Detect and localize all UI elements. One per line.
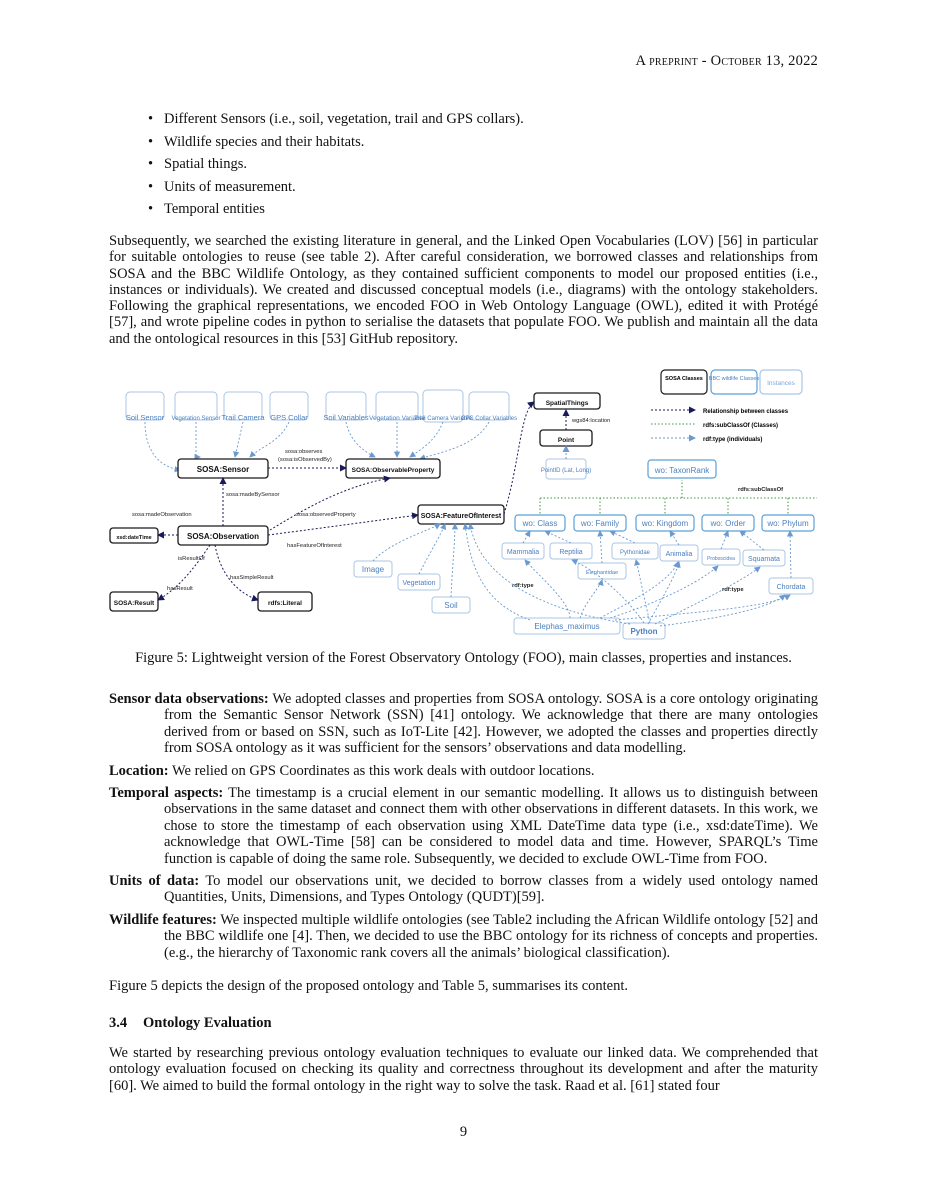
definition-term: Sensor data observations: [109, 691, 269, 707]
wo-kingdom: wo: Kingdom [641, 519, 689, 528]
legend-type-text: rdf:type (individuals) [703, 437, 763, 443]
gps-collar-label: GPS Collar [270, 413, 308, 422]
sosa-observation-class: SOSA:Observation [186, 532, 260, 541]
proboscidea-instance: Proboscidea [707, 556, 735, 562]
definition-item [109, 785, 818, 867]
location-label: wgs84:location [572, 418, 611, 424]
vegetation-sensor-label: Vegetation Sensor [171, 416, 221, 422]
mammalia-instance: Mammalia [506, 549, 540, 556]
madebysensor-label: sosa:madeBySensor [226, 492, 280, 498]
squamata-instance: Squamata [748, 556, 780, 563]
requirements-list [148, 108, 524, 221]
hassimpleresult-arrow [215, 545, 258, 600]
figure-caption: Figure 5: Lightweight version of the Forest Observatory Ontology (FOO), main classes, properties and instances. [135, 650, 792, 666]
paragraph-figure-summary: Figure 5 depicts the design of the proposed ontology and Table 5, summarises its content. [109, 978, 629, 994]
foo-ontology-diagram [100, 362, 820, 646]
observedproperty-arrow [270, 478, 390, 530]
trail-camera-label: Trail Camera [221, 413, 265, 422]
gps-collar-variables-label: GPS Collar Variables [460, 416, 518, 422]
isobservedby-label: (sosa:isObservedBy) [278, 457, 332, 463]
definition-item [109, 691, 818, 757]
soil-sensor-label: Soil Sensor [125, 413, 165, 422]
section-number: 3.4 [109, 1015, 128, 1031]
spatialthings-class: SpatialThings [545, 400, 589, 407]
definition-text: The timestamp is a crucial element in our semantic modelling. It allows us to distinguish between observations in the same dataset and connect them with other observations in different datasets. In this work, we chose to store the timestamp of each observation using XML DateTime data type (i.e., xsd:dateTime). We acknowledge that OWL-Time [58] can be considered to model data and time. However, SPARQL’s Time function is capable of doing the same role. Subsequently, we decided to exclude OWL-Time from FOO. [164, 785, 818, 867]
hassimpleresult-label: hasSimpleResult [230, 575, 274, 581]
hasresult-label: hasResult [167, 586, 193, 592]
definition-text: We inspected multiple wildlife ontologies (see Table2 including the African Wildlife ontology [52] and the BBC wildlife one [4]. Then, we decided to use the BBC ontology for its richness of concepts and properties. (e.g., the hierarchy of Taxonomic rank covers all the animals’ biological classification). [164, 911, 818, 961]
section-title: Ontology Evaluation [143, 1015, 272, 1031]
sosa-featureofinterest-class: SOSA:FeatureOfInterest [420, 513, 502, 520]
definition-item [109, 912, 818, 961]
elephas-maximus-instance: Elephas_maximus [534, 622, 600, 631]
madeobservation-label: sosa:madeObservation [132, 512, 192, 518]
vegetation-instance: Vegetation [402, 580, 436, 587]
definition-item [109, 763, 818, 779]
definition-text: To model our observations unit, we decided to borrow classes from a widely used ontology named Quantities, Units, Dimensions, and Types Ontology (QUDT)[59]. [164, 873, 818, 906]
python-instance: Python [630, 627, 658, 636]
animalia-instance: Animalia [665, 551, 693, 558]
point-class: Point [557, 437, 575, 444]
legend-instances-label: Instances [767, 380, 795, 387]
vegetation-variable-label: Vegetation Variable [369, 415, 425, 422]
running-header: A preprint - October 13, 2022 [635, 53, 818, 69]
pointid-instance: PointID (Lat, Long) [540, 468, 592, 474]
observedproperty-label: sosa:observedProperty [296, 512, 356, 518]
wo-order: wo: Order [710, 519, 746, 528]
isresultof-label: isResultOf [178, 556, 205, 562]
legend-sub-text: rdfs:subClassOf (Classes) [703, 423, 779, 429]
legend-sosa-box [661, 370, 707, 394]
trail-camera-variable-label: Trail Camera Variable [414, 416, 472, 422]
section-heading [109, 1015, 272, 1032]
definition-term: Wildlife features: [109, 911, 217, 928]
chordata-instance: Chordata [776, 584, 806, 591]
definition-term: Units of data: [109, 873, 200, 890]
sosa-observableproperty-class: SOSA:ObservableProperty [351, 467, 435, 474]
hasfoi-label: hasFeatureOfInterest [287, 543, 342, 549]
sosa-sensor-class: SOSA:Sensor [196, 465, 250, 474]
paragraph-methodology: Subsequently, we searched the existing literature in general, and the Linked Open Vocabularies (LOV) [56] in particular for suitable ontologies to reuse (see table 2). After careful consideration, we borrowed classes and relationships from SOSA and the BBC Wildlife Ontology, as they contained sufficient components to model our proposed entities (i.e., instances or individuals). We created and discussed conceptual models (i.e., diagrams) with the ontology stakeholders. Following the graphical representations, we encoded FOO in Web Ontology Language (OWL), edited it with Protégé [57], and wrote pipeline codes in python to serialise the datasets that populate FOO. We publish and maintain all the data and the ontological resources in this [53] GitHub repository. [109, 233, 818, 347]
definition-term: Temporal aspects: [109, 785, 224, 802]
definition-text: We adopted classes and properties from SOSA ontology. SOSA is a core ontology originating from the Semantic Sensor Network (SSN) [41] ontology. We acknowledge that there are many ontologies derived from or based on SSN, such as IoT-Lite [42]. However, we adopted the classes and properties directly from SOSA ontology as it was sufficient for the sensors’ observations and data modelling. [164, 691, 818, 757]
elephantidae-instance: Elephantidae [585, 570, 619, 576]
sosa-result-class: SOSA:Result [113, 600, 155, 607]
legend-rel-text: Relationship between classes [703, 409, 789, 415]
taxonrank-class: wo: TaxonRank [654, 466, 710, 475]
xsd-datetime-class: xsd:dateTime [116, 535, 152, 541]
subclassof-label: rdfs:subClassOf [738, 487, 784, 493]
page-number: 9 [459, 1124, 468, 1140]
hasfoi-arrow [268, 515, 418, 535]
rdftype-label-1: rdf:type [512, 583, 534, 589]
rdftype-label-2: rdf:type [722, 587, 744, 593]
list-item: • Temporal entities [148, 198, 524, 221]
soil-instance: Soil [444, 601, 458, 610]
list-item: • Spatial things. [148, 153, 524, 176]
definitions-list [109, 691, 818, 967]
wo-class: wo: Class [522, 519, 558, 528]
paragraph-evaluation: We started by researching previous ontology evaluation techniques to evaluate our linked data. We comprehended that ontology evaluation focused on checking its quality and correctness throughout its development and after the maturity [60]. We aimed to build the formal ontology in the right way to solve the task. Raad et al. [61] stated four [109, 1045, 818, 1094]
legend-sosa-label: SOSA Classes [665, 376, 703, 382]
wo-family: wo: Family [580, 519, 620, 528]
definition-term: Location: [109, 762, 169, 779]
legend-bbc-box [711, 370, 757, 394]
list-item: • Units of measurement. [148, 176, 524, 199]
legend [651, 370, 802, 443]
definition-item [109, 873, 818, 906]
reptilia-instance: Reptilia [559, 549, 583, 556]
list-item: • Wildlife species and their habitats. [148, 131, 524, 154]
definition-text: We relied on GPS Coordinates as this work deals with outdoor locations. [171, 762, 595, 779]
observes-label: sosa:observes [285, 449, 323, 455]
pythonidae-instance: Pythonidae [619, 550, 651, 556]
wo-phylum: wo: Phylum [767, 519, 809, 528]
soil-variables-label: Soil Variables [323, 413, 369, 422]
legend-bbc-label: BBC wildlife Classes [708, 376, 760, 382]
rdfs-literal-class: rdfs:Literal [268, 600, 302, 607]
list-item: • Different Sensors (i.e., soil, vegetation, trail and GPS collars). [148, 108, 524, 131]
image-instance: Image [361, 565, 385, 574]
